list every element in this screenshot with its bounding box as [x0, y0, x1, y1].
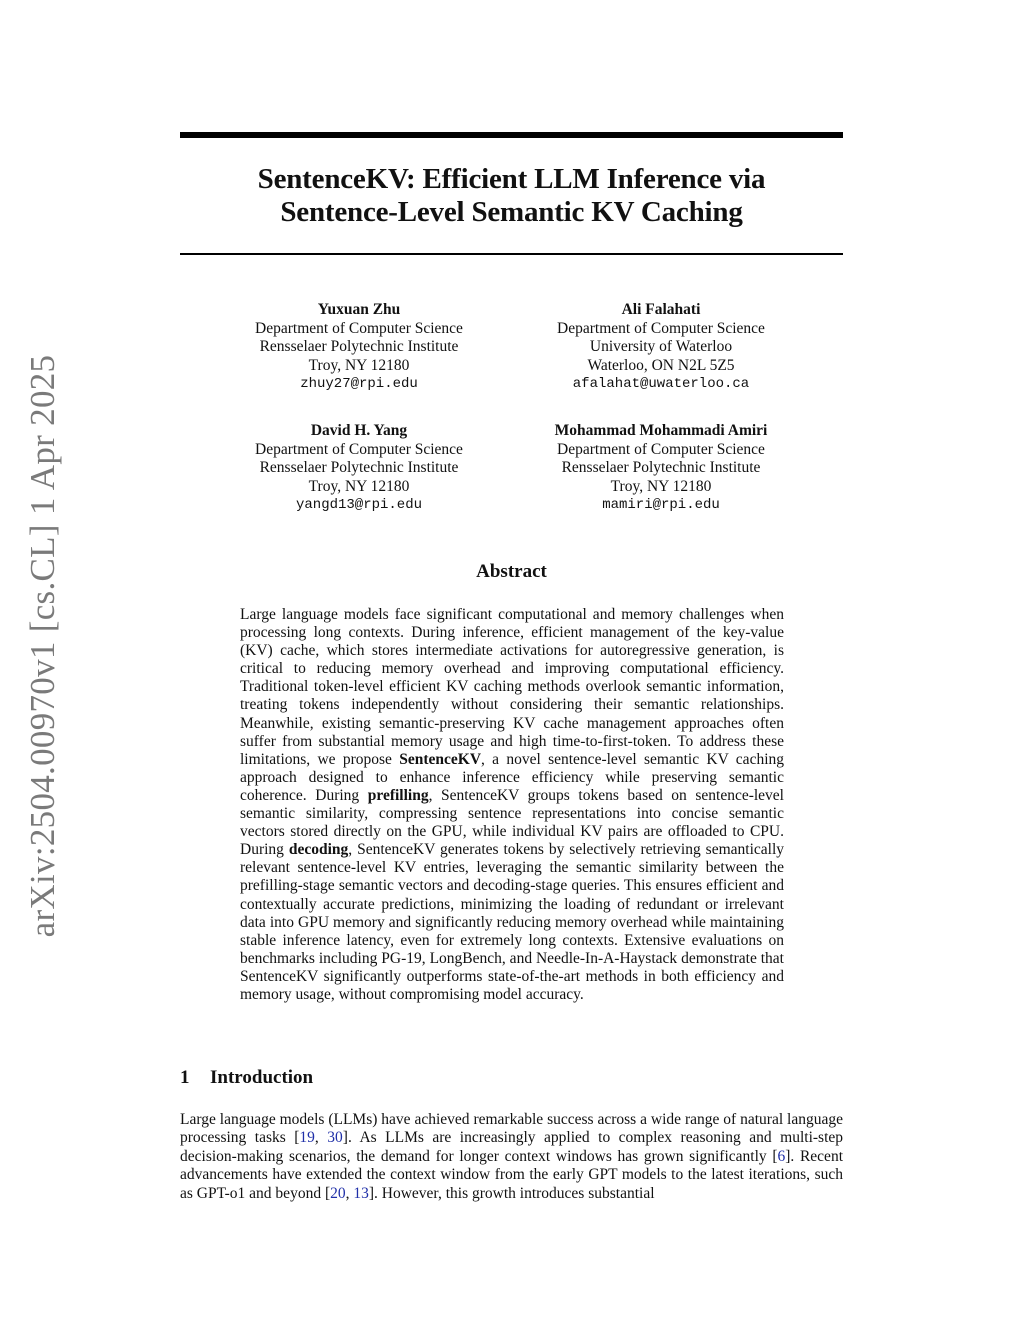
citation-link[interactable]: 20	[330, 1184, 346, 1202]
section-heading-introduction	[180, 1067, 313, 1089]
title-bottom-rule	[180, 253, 843, 255]
intro-text: ]. However, this growth introduces substantial	[368, 1184, 655, 1202]
introduction-paragraph	[180, 1111, 843, 1203]
author-email[interactable]: mamiri@rpi.edu	[602, 497, 720, 513]
section-number: 1	[180, 1067, 190, 1088]
author-institution: Rensselaer Polytechnic Institute	[259, 338, 459, 355]
section-title: Introduction	[210, 1067, 314, 1088]
author-department: Department of Computer Science	[557, 440, 765, 458]
intro-text: ,	[314, 1129, 328, 1147]
paper-title	[180, 163, 843, 229]
intro-text: ,	[345, 1184, 354, 1202]
title-line-2: Sentence-Level Semantic KV Caching	[280, 196, 743, 228]
abstract-bold-term: SentenceKV	[399, 750, 482, 768]
author-department: Department of Computer Science	[255, 440, 463, 458]
abstract-body	[240, 606, 784, 1004]
intro-text: ]. Recent advancements have extended the context window from the early GPT models to the latest iterations, such as GPT-o1 and beyond [	[180, 1147, 843, 1202]
author-block	[511, 422, 811, 515]
abstract-text: , SentenceKV generates tokens by selectively retrieving semantically relevant sentence-level KV entries, leveraging the semantic similarity between the prefilling-stage semantic vectors and decoding-stage queries. This ensures efficient and contextually accurate predictions, minimizing the loading of redundant or irrelevant data into GPU memory and significantly reducing memory overhead while maintaining stable inference latency, even for extremely long contexts. Extensive evaluations on benchmarks including PG-19, LongBench, and Needle-In-A-Haystack demonstrate that SentenceKV significantly outperforms state-of-the-art methods in both efficiency and memory usage, without compromising model accuracy.	[240, 841, 784, 1003]
author-email[interactable]: yangd13@rpi.edu	[295, 497, 423, 513]
intro-text: ]. As LLMs are increasingly applied to complex reasoning and multi-step decision-making scenarios, the demand for longer context windows has grown significantly [	[180, 1129, 843, 1165]
abstract-bold-term: prefilling	[367, 786, 429, 804]
citation-link[interactable]: 30	[327, 1129, 343, 1147]
citation-link[interactable]: 19	[299, 1129, 315, 1147]
author-name: Mohammad Mohammadi Amiri	[554, 422, 768, 439]
abstract-text: , SentenceKV groups tokens based on sentence-level semantic similarity, compressing sentence representations into concise semantic vectors stored directly on the GPU, while individual KV pairs are offloaded to CPU. During	[240, 786, 784, 859]
author-institution: Rensselaer Polytechnic Institute	[561, 459, 761, 476]
author-email[interactable]: afalahat@uwaterloo.ca	[572, 376, 750, 392]
author-department: Department of Computer Science	[557, 319, 765, 337]
title-top-rule	[180, 132, 843, 138]
author-location: Troy, NY 12180	[308, 477, 410, 495]
author-block	[209, 422, 509, 515]
author-location: Troy, NY 12180	[610, 477, 712, 495]
intro-text: Large language models (LLMs) have achieved remarkable success across a wide range of natural language processing tasks [	[180, 1111, 843, 1147]
arxiv-stamp: arXiv:2504.00970v1 [cs.CL] 1 Apr 2025	[23, 354, 62, 938]
author-name: David H. Yang	[310, 422, 408, 439]
author-department: Department of Computer Science	[255, 319, 463, 337]
abstract-heading: Abstract	[476, 561, 547, 582]
author-name: Ali Falahati	[621, 301, 701, 318]
author-block	[511, 301, 811, 394]
author-name: Yuxuan Zhu	[317, 301, 401, 318]
author-institution: Rensselaer Polytechnic Institute	[259, 459, 459, 476]
abstract-bold-term: decoding	[288, 841, 349, 859]
abstract-text: , a novel sentence-level semantic KV caching approach designed to enhance inference efficiency while preserving semantic coherence. During	[240, 750, 784, 804]
author-institution: University of Waterloo	[589, 338, 733, 355]
abstract-text: Large language models face significant computational and memory challenges when processing long contexts. During inference, efficient management of the key-value (KV) cache, which stores intermediate activations for autoregressive generation, is critical to reducing memory overhead and improving computational efficiency. Traditional token-level efficient KV caching methods overlook semantic information, treating tokens independently without considering their semantic relationships. Meanwhile, existing semantic-preserving KV cache management approaches often suffer from substantial memory usage and high time-to-first-token. To address these limitations, we propose	[240, 606, 784, 768]
author-location: Waterloo, ON N2L 5Z5	[587, 356, 735, 374]
author-email[interactable]: zhuy27@rpi.edu	[300, 376, 418, 392]
citation-link[interactable]: 6	[777, 1147, 786, 1165]
citation-link[interactable]: 13	[353, 1184, 369, 1202]
author-block	[209, 301, 509, 394]
author-location: Troy, NY 12180	[308, 356, 410, 374]
title-line-1: SentenceKV: Efficient LLM Inference via	[257, 163, 766, 195]
